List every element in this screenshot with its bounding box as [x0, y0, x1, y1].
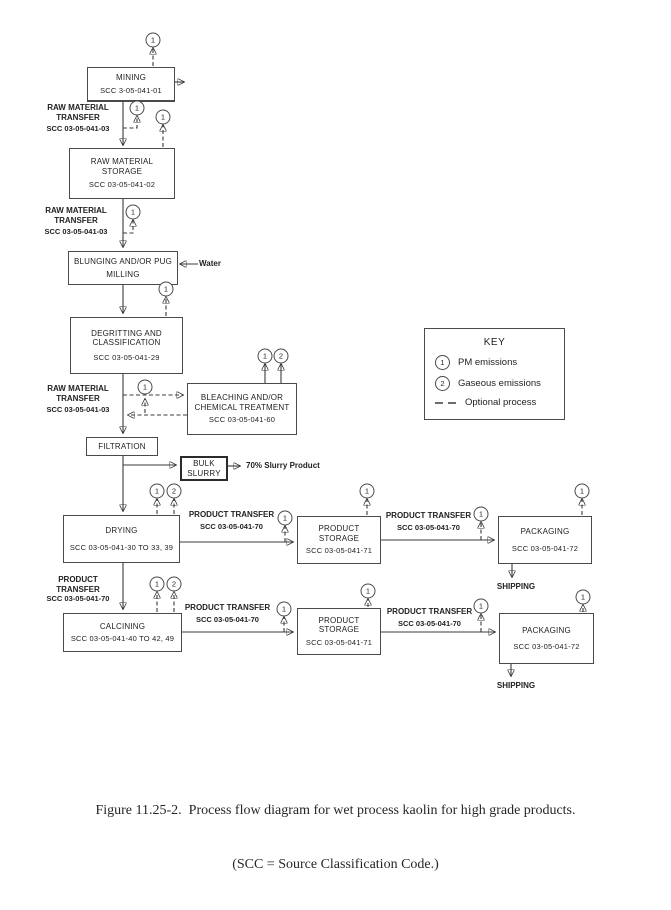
raw-material-transfer-label-1: [34, 103, 122, 134]
product-storage-box-bottom: [297, 608, 381, 655]
product-storage-title-2: STORAGE: [318, 533, 360, 543]
legend-optional-label: Optional process: [465, 397, 537, 408]
raw-material-storage-scc: SCC 03-05-041-02: [88, 180, 156, 190]
product-transfer-label-1: [183, 510, 280, 531]
blunging-box: [68, 251, 178, 285]
product-transfer-label-4: [381, 607, 478, 628]
pm-emission-marker: 1: [126, 205, 141, 220]
pm-emission-marker: 1: [150, 484, 165, 499]
bleaching-scc: SCC 03-05-041-60: [208, 415, 276, 425]
gaseous-emission-marker: 2: [167, 484, 182, 499]
bleaching-box: [187, 383, 297, 435]
mining-title: MINING: [115, 72, 147, 82]
packaging-title: PACKAGING: [520, 527, 570, 536]
degritting-box: [70, 317, 183, 374]
legend-pm-label: PM emissions: [458, 357, 518, 368]
label-line: RAW MATERIAL: [47, 384, 109, 393]
label-scc: SCC 03-05-041-70: [46, 594, 110, 603]
product-storage-title-2: STORAGE: [318, 625, 360, 635]
label-line: PRODUCT TRANSFER: [184, 603, 271, 612]
product-storage-box-top: [297, 516, 381, 564]
label-scc: SCC 03-05-041-70: [196, 614, 259, 624]
bleaching-title-1: BLEACHING AND/OR: [200, 393, 284, 403]
legend-row-pm: [435, 355, 564, 370]
raw-material-transfer-label-3: [34, 384, 122, 415]
legend-title: KEY: [483, 337, 506, 348]
pm-emission-marker: 1: [130, 101, 145, 116]
label-scc: SCC 03-05-041-03: [46, 124, 110, 133]
raw-material-storage-box: [69, 148, 175, 199]
packaging-box-bottom: [499, 613, 594, 664]
pm-emission-marker: 1: [258, 349, 273, 364]
gaseous-emission-marker: 2: [435, 376, 450, 391]
packaging-box-top: [498, 516, 592, 564]
label-line: RAW MATERIAL: [47, 103, 109, 112]
figure-caption-line-1: Figure 11.25-2. Process flow diagram for wet process kaolin for high grade products.: [95, 803, 576, 818]
product-storage-scc: SCC 03-05-041-71: [305, 637, 373, 647]
pm-emission-marker: 1: [474, 599, 489, 614]
label-scc: SCC 03-05-041-70: [397, 522, 460, 532]
pm-emission-marker: 1: [278, 511, 293, 526]
packaging-title: PACKAGING: [522, 625, 571, 635]
pm-emission-marker: 1: [138, 380, 153, 395]
label-line: TRANSFER: [56, 584, 100, 594]
drying-box: [63, 515, 180, 563]
legend-row-optional: [435, 397, 564, 408]
degritting-title-1: DEGRITTING AND: [91, 328, 162, 338]
label-scc: SCC 03-05-041-70: [398, 618, 461, 628]
label-scc: SCC 03-05-041-03: [46, 405, 110, 414]
gaseous-emission-marker: 2: [167, 577, 182, 592]
figure-caption-line-2: (SCC = Source Classification Code.): [232, 857, 439, 872]
legend-key-box: [424, 328, 565, 420]
pm-emission-marker: 1: [146, 33, 161, 48]
shipping-label-1: SHIPPING: [496, 582, 536, 591]
label-line: TRANSFER: [56, 112, 100, 122]
degritting-title-2: CLASSIFICATION: [92, 338, 161, 348]
raw-material-storage-title-2: STORAGE: [101, 166, 143, 176]
pm-emission-marker: 1: [159, 282, 174, 297]
blunging-title-1: BLUNGING AND/OR PUG: [73, 256, 173, 266]
product-transfer-label-2: [380, 511, 477, 532]
product-storage-title-1: PRODUCT: [318, 524, 360, 534]
label-line: TRANSFER: [54, 215, 98, 225]
slurry-product-label: 70% Slurry Product: [246, 461, 320, 470]
pm-emission-marker: 1: [156, 110, 171, 125]
pm-emission-marker: 1: [576, 590, 591, 605]
product-storage-title-1: PRODUCT: [318, 615, 360, 625]
gaseous-emission-marker: 2: [274, 349, 289, 364]
blunging-title-2: MILLING: [106, 270, 140, 279]
bleaching-title-2: CHEMICAL TREATMENT: [194, 402, 290, 412]
legend-gaseous-label: Gaseous emissions: [458, 378, 541, 389]
pm-emission-marker: 1: [361, 584, 376, 599]
label-scc: SCC 03-05-041-70: [200, 521, 263, 531]
product-storage-scc: SCC 03-05-041-71: [305, 546, 373, 556]
label-line: TRANSFER: [56, 393, 100, 403]
calcining-scc: SCC 03-05-041-40 TO 42, 49: [70, 633, 175, 643]
drying-scc: SCC 03-05-041-30 TO 33, 39: [69, 542, 174, 552]
shipping-label-2: SHIPPING: [496, 681, 536, 690]
mining-box: [87, 67, 175, 102]
pm-emission-marker: 1: [575, 484, 590, 499]
pm-emission-marker: 1: [474, 507, 489, 522]
optional-process-dash-icon: [435, 400, 457, 406]
label-scc: SCC 03-05-041-03: [44, 227, 108, 236]
mining-scc: SCC 3-05-041-01: [100, 86, 162, 95]
water-label: Water: [199, 259, 221, 268]
filtration-title: FILTRATION: [98, 441, 146, 451]
bulk-slurry-box: [180, 456, 228, 481]
legend-row-gaseous: [435, 376, 564, 391]
bulk-slurry-title-2: SLURRY: [187, 468, 221, 478]
pm-emission-marker: 1: [150, 577, 165, 592]
raw-material-storage-title-1: RAW MATERIAL: [90, 157, 154, 167]
label-line: PRODUCT TRANSFER: [385, 511, 472, 520]
degritting-scc: SCC 03-05-041-29: [93, 352, 160, 362]
product-transfer-label-left: [38, 575, 118, 604]
label-line: PRODUCT TRANSFER: [188, 510, 275, 519]
label-line: RAW MATERIAL: [45, 206, 107, 215]
calcining-box: [63, 613, 182, 652]
packaging-scc: SCC 03-05-041-72: [511, 543, 579, 553]
bulk-slurry-title-1: BULK: [193, 459, 215, 468]
calcining-title: CALCINING: [99, 622, 146, 631]
figure-caption: [0, 766, 671, 910]
filtration-box: [86, 437, 158, 456]
raw-material-transfer-label-2: [31, 206, 121, 237]
drying-title: DRYING: [105, 526, 138, 535]
pm-emission-marker: 1: [435, 355, 450, 370]
label-line: PRODUCT: [58, 575, 98, 584]
pm-emission-marker: 1: [277, 602, 292, 617]
packaging-scc: SCC 03-05-041-72: [513, 642, 580, 651]
pm-emission-marker: 1: [360, 484, 375, 499]
product-transfer-label-3: [179, 603, 276, 624]
label-line: PRODUCT TRANSFER: [386, 607, 473, 616]
